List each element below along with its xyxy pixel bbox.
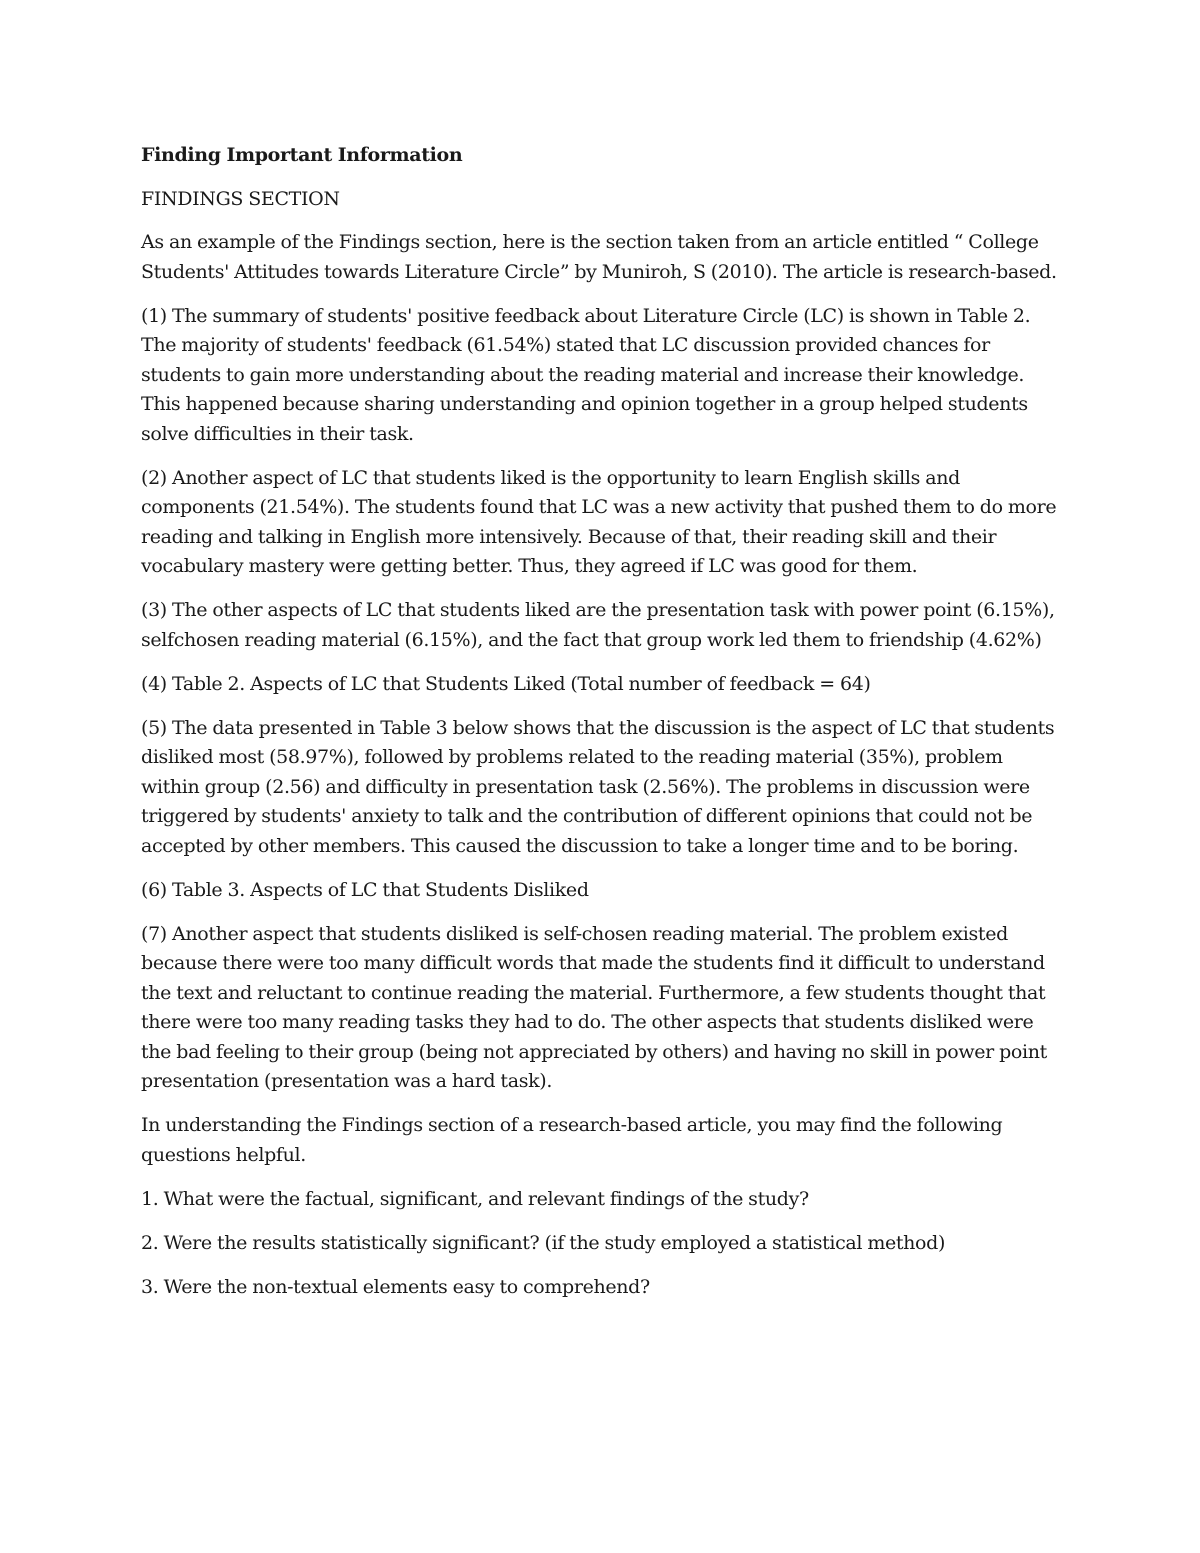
- questions-list: [141, 1185, 1061, 1303]
- table-3-caption: (6) Table 3. Aspects of LC that Students Disliked: [141, 878, 589, 901]
- document-body: [141, 140, 1061, 1317]
- table-2-caption: (4) Table 2. Aspects of LC that Students Liked (Total number of feedback = 64): [141, 672, 871, 695]
- question-item-1: 1. What were the factual, significant, and relevant findings of the study?: [141, 1187, 809, 1210]
- question-item-3: 3. Were the non-textual elements easy to comprehend?: [141, 1275, 650, 1298]
- intro-paragraph: As an example of the Findings section, here is the section taken from an article entitled “ College Students' Attitudes towards Literature Circle” by Muniroh, S (2010). The article is research-based.: [141, 231, 1057, 283]
- findings-paragraph-2: (2) Another aspect of LC that students liked is the opportunity to learn English skills and components (21.54%). The students found that LC was a new activity that pushed them to do more reading and talking in English more intensively. Because of that, their reading skill and their vocabulary mastery were getting better. Thus, they agreed if LC was good for them.: [141, 466, 1057, 577]
- findings-paragraph-1: (1) The summary of students' positive feedback about Literature Circle (LC) is shown in Table 2. The majority of students' feedback (61.54%) stated that LC discussion provided chances for students to gain more understanding about the reading material and increase their knowledge. This happened because sharing understanding and opinion together in a group helped students solve difficulties in their task.: [141, 304, 1031, 445]
- findings-paragraph-3: (3) The other aspects of LC that students liked are the presentation task with power point (6.15%), selfchosen reading material (6.15%), and the fact that group work led them to friendship (4.62%): [141, 599, 1055, 651]
- question-item-2: 2. Were the results statistically significant? (if the study employed a statistical method): [141, 1231, 946, 1254]
- findings-paragraph-7: (7) Another aspect that students disliked is self-chosen reading material. The problem existed because there were too many difficult words that made the students find it difficult to understand the text and reluctant to continue reading the material. Furthermore, a few students thought that there were too many reading tasks they had to do. The other aspects that students disliked were the bad feeling to their group (being not appreciated by others) and having no skill in power point presentation (presentation was a hard task).: [141, 922, 1047, 1092]
- closing-paragraph: In understanding the Findings section of a research-based article, you may find the following questions helpful.: [141, 1114, 1003, 1166]
- page-title: Finding Important Information: [141, 144, 463, 166]
- section-heading: FINDINGS SECTION: [141, 188, 340, 210]
- findings-paragraph-5: (5) The data presented in Table 3 below shows that the discussion is the aspect of LC that students disliked most (58.97%), followed by problems related to the reading material (35%), problem within group (2.56) and difficulty in presentation task (2.56%). The problems in discussion were triggered by students' anxiety to talk and the contribution of different opinions that could not be accepted by other members. This caused the discussion to take a longer time and to be boring.: [141, 716, 1055, 857]
